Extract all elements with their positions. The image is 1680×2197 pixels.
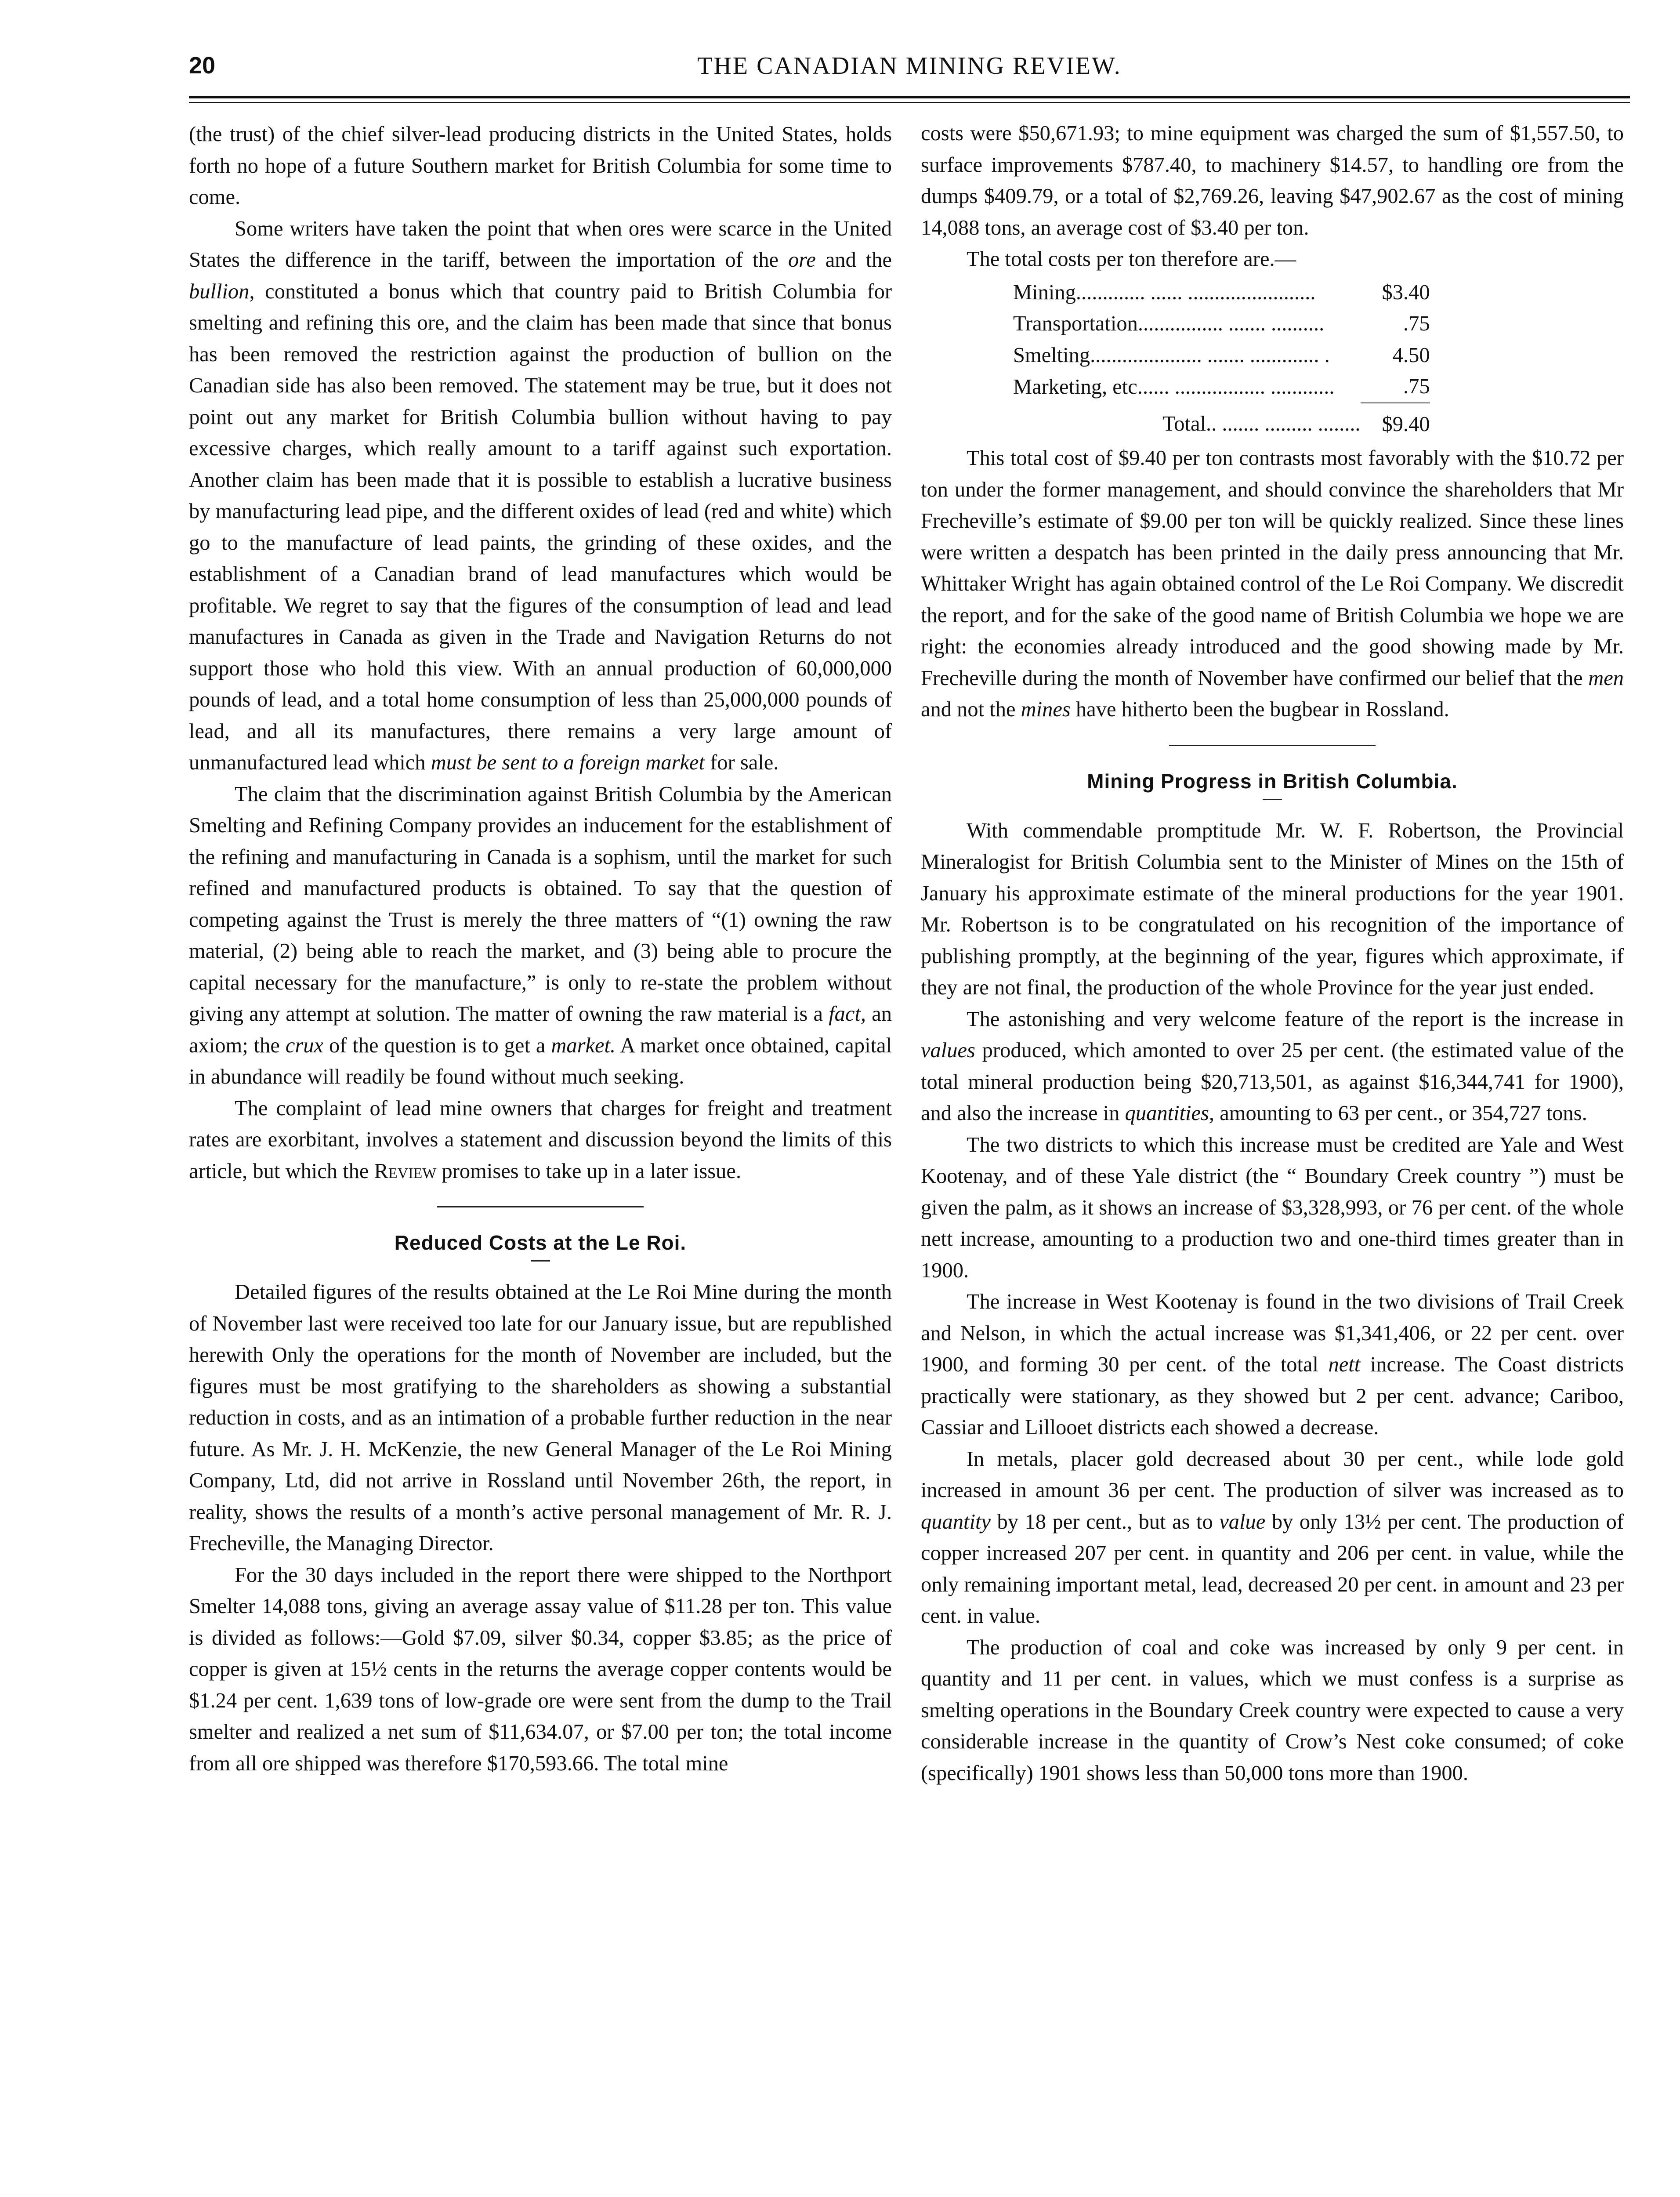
paragraph: For the 30 days included in the report there were shipped to the Northport Smelter 14,088 tons, giving an average assay value of $11.28 per ton. This value is divided as follows:—Gold $7.09, silver $0.34, copper $3.85; as the price of copper is given at 15½ cents in the returns the average copper contents would be $1.24 per cent. 1,639 tons of low-grade ore were sent from the dump to the Trail smelter and realized a net sum of $11,634.07, or $7.00 per ton; the total income from all ore shipped was therefore $170,593.66. The total mine [189, 1563, 892, 1775]
paragraph: (the trust) of the chief silver-lead producing districts in the United States, holds forth no hope of a future Southern market for British Columbia for some time to come. [189, 123, 892, 209]
small-caps: Review [374, 1159, 437, 1183]
paragraph: The production of coal and coke was increased by only 9 per cent. in quantity and 11 per cent. in values, which we must confess is a surprise as smelting operations in the Boundary Creek country were expected to cause a very considerable increase in the quantity of Crow’s Nest coke consumed; of coke (specifically) 1901 shows less than 50,000 tons more than 1900. [921, 1635, 1624, 1785]
paragraph: The increase in West Kootenay is found in the two divisions of Trail Creek and Nelson, in which the actual increase was $1,341,406, or 22 per cent. over 1900, and forming 30 per cent. of the total nett increase. The Coast districts practically were stationary, as they showed but 2 per cent. advance; Cariboo, Cassiar and Lillooet districts each showed a decrease. [921, 1290, 1624, 1439]
emphasis: ore [788, 248, 816, 272]
emphasis: mines [1021, 698, 1071, 721]
cost-row: Mining............. ...... ........................ $3.40 [1013, 280, 1430, 304]
paragraph: The complaint of lead mine owners that charges for freight and treatment rates are exorbitant, involves a statement and discussion beyond the limits of this article, but which the Review promises to take up in a later issue. [189, 1096, 892, 1183]
cost-row: Marketing, etc...... ................. ............ .75 [1013, 375, 1430, 399]
paragraph: Some writers have taken the point that when ores were scarce in the United States the difference in the tariff, between the importation of the ore and the bullion, constituted a bonus which that country paid to British Columbia for smelting and refining this ore, and the claim has been made that since that bonus has been removed the restriction against the production of bullion on the Canadian side has also been removed. The statement may be true, but it does not point out any market for British Columbia bullion without having to pay excessive charges, which really amount to a tariff against such exportation. Another claim has been made that it is possible to establish a lucrative business by manufacturing lead pipe, and the different oxides of lead (red and white) which go to the manufacture of lead paints, the grinding of these oxides, and the establishment of a Canadian brand of lead manufactures which would be profitable. We regret to say that the figures of the consumption of lead and lead manufactures in Canada as given in the Trade and Navigation Returns do not support those who hold this view. With an annual production of 60,000,000 pounds of lead, and a total home consumption of less than 25,000,000 pounds of lead, and all its manufactures, there remains a very large amount of unmanufactured lead which must be sent to a foreign market for sale. [189, 217, 892, 774]
heading-dash [1263, 799, 1282, 800]
emphasis: quantity [921, 1510, 991, 1534]
paragraph: The two districts to which this increase must be credited are Yale and West Kootenay, and of these Yale district (the “ Boundary Creek country ”) must be given the palm, as it shows an increase of $3,328,993, or 76 per cent. of the whole nett increase, amounting to a production two and one-third times greater than in 1900. [921, 1133, 1624, 1282]
running-header [189, 52, 1630, 87]
section-separator [437, 1206, 644, 1207]
emphasis: values [921, 1039, 975, 1062]
emphasis: crux [285, 1033, 324, 1057]
header-rule [189, 96, 1630, 103]
emphasis: men [1588, 666, 1624, 690]
paragraph: The total costs per ton therefore are.— [967, 247, 1296, 271]
heading-dash [531, 1260, 550, 1262]
section-heading: Reduced Costs at the Le Roi. [394, 1231, 687, 1254]
paragraph: costs were $50,671.93; to mine equipment was charged the sum of $1,557.50, to surface improvements $787.40, to machinery $14.57, to handling ore from the dumps $409.79, or a total of $2,769.26, leaving $47,902.67 as the cost of mining 14,088 tons, an average cost of $3.40 per ton. [921, 122, 1624, 239]
emphasis: quantities, [1125, 1102, 1215, 1125]
left-column [189, 119, 892, 1779]
paragraph: With commendable promptitude Mr. W. F. Robertson, the Provincial Mineralogist for British Columbia sent to the Minister of Mines on the 15th of January his approximate estimate of the mineral productions for the year 1901. Mr. Robertson is to be congratulated on his recognition of the importance of publishing promptly, at the beginning of the year, figures which approximate, if they are not final, the production of the whole Province for the year just ended. [921, 819, 1624, 999]
paragraph: The claim that the discrimination against British Columbia by the American Smelting and Refining Company provides an inducement for the establishment of the refining and manufacturing in Canada is a sophism, until the market for such refined and manufactured products is obtained. To say that the question of competing against the Trust is merely the three matters of “(1) owning the raw material, (2) being able to reach the market, and (3) being able to procure the capital necessary for the manufacture,” is only to re-state the problem without giving any attempt at solution. The matter of owning the raw material is a fact, an axiom; the crux of the question is to get a market. A market once obtained, capital in abundance will readily be found without much seeking. [189, 782, 892, 1088]
emphasis: market. [551, 1033, 616, 1057]
right-column [921, 118, 1624, 1789]
emphasis: bullion, [189, 279, 255, 303]
emphasis: must be sent to a foreign market [431, 751, 705, 774]
emphasis: nett [1328, 1353, 1361, 1376]
page-number: 20 [189, 52, 216, 79]
emphasis: fact, [829, 1002, 866, 1026]
cost-row: Smelting..................... ....... ............. . 4.50 [1013, 343, 1430, 367]
paragraph: The astonishing and very welcome feature of the report is the increase in values produced, which amonted to over 25 per cent. (the estimated value of the total mineral production being $20,713,501, as against $16,344,741 for 1900), and also the increase in quantities, amounting to 63 per cent., or 354,727 tons. [921, 1007, 1624, 1125]
paragraph: Detailed figures of the results obtained at the Le Roi Mine during the month of November last were received too late for our January issue, but are republished herewith Only the operations for the month of November are included, but the figures must be most gratifying to the shareholders as showing a substantial reduction in costs, and as an intimation of a probable further reduction in the near future. As Mr. J. H. McKenzie, the new General Manager of the Le Roi Mining Company, Ltd, did not arrive in Rossland until November 26th, the report, in reality, shows the results of a month’s active personal management of Mr. R. J. Frecheville, the Managing Director. [189, 1280, 892, 1555]
journal-title: THE CANADIAN MINING REVIEW. [697, 52, 1122, 80]
paragraph: This total cost of $9.40 per ton contrasts most favorably with the $10.72 per ton under the former management, and should convince the shareholders that Mr Frecheville’s estimate of $9.00 per ton will be quickly realized. Since these lines were written a despatch has been printed in the daily press announcing that Mr. Whittaker Wright has again obtained control of the Le Roi Company. We discredit the report, and for the sake of the good name of British Columbia we hope we are right: the economies already introduced and the good showing made by Mr. Frecheville during the month of November have confirmed our belief that the men and not the mines have hitherto been the bugbear in Rossland. [921, 446, 1624, 721]
cost-total-row: Total.. ....... ......... ........ $9.40 [1013, 403, 1430, 440]
section-heading: Mining Progress in British Columbia. [1087, 769, 1458, 793]
section-separator [1169, 745, 1376, 746]
cost-table [1013, 277, 1430, 440]
emphasis: value [1219, 1510, 1266, 1534]
paragraph: In metals, placer gold decreased about 30 per cent., while lode gold increased in amount 36 per cent. The production of silver was increased as to quantity by 18 per cent., but as to value by only 13½ per cent. The production of copper increased 207 per cent. in quantity and 206 per cent. in value, while the only remaining important metal, lead, decreased 20 per cent. in amount and 23 per cent. in value. [921, 1447, 1624, 1628]
cost-row: Transportation................ ....... .......... .75 [1013, 312, 1430, 335]
